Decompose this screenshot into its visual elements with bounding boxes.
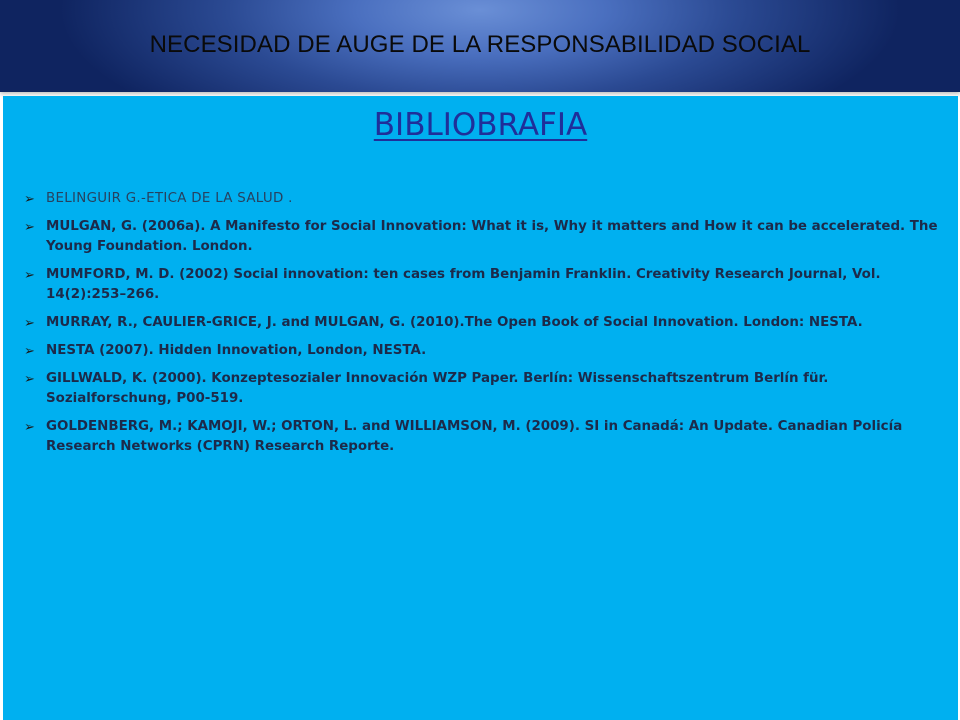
reference-text: NESTA (2007). Hidden Innovation, London, NESTA. [46, 343, 427, 358]
reference-list [24, 189, 939, 465]
slide-header [0, 0, 960, 92]
reference-text: MULGAN, G. (2006a). A Manifesto for Social Innovation: What it is, Why it matters and How it can be accelerated. The Young Foundation. London. [46, 219, 938, 254]
content-panel [3, 96, 958, 720]
reference-text: GILLWALD, K. (2000). Konzeptesozialer Innovación WZP Paper. Berlín: Wissenschaftszentrum Berlín für. Sozialforschung, P00-519. [46, 371, 829, 406]
list-item [24, 369, 939, 409]
reference-text: BELINGUIR G.-ETICA DE LA SALUD . [46, 191, 293, 206]
list-item [24, 341, 939, 361]
arrowhead-bullet-icon: ➢ [24, 316, 35, 331]
list-item [24, 217, 939, 257]
arrowhead-bullet-icon: ➢ [24, 220, 35, 235]
list-item [24, 313, 939, 333]
reference-text: MUMFORD, M. D. (2002) Social innovation: ten cases from Benjamin Franklin. Creativity Research Journal, Vol. 14(2):253–266. [46, 267, 881, 302]
list-item [24, 417, 939, 457]
list-item [24, 189, 939, 209]
arrowhead-bullet-icon: ➢ [24, 268, 35, 283]
reference-text: MURRAY, R., CAULIER-GRICE, J. and MULGAN, G. (2010).The Open Book of Social Innovation. London: NESTA. [46, 315, 863, 330]
arrowhead-bullet-icon: ➢ [24, 192, 36, 207]
reference-text: GOLDENBERG, M.; KAMOJI, W.; ORTON, L. and WILLIAMSON, M. (2009). SI in Canadá: An Update. Canadian Policía Research Networks (CPRN) Research Reporte. [46, 419, 903, 454]
slide-title: NECESIDAD DE AUGE DE LA RESPONSABILIDAD SOCIAL [149, 31, 811, 58]
list-item [24, 265, 939, 305]
arrowhead-bullet-icon: ➢ [24, 344, 35, 359]
arrowhead-bullet-icon: ➢ [24, 420, 35, 435]
arrowhead-bullet-icon: ➢ [24, 372, 35, 387]
section-title: BIBLIOBRAFIA [373, 107, 588, 143]
